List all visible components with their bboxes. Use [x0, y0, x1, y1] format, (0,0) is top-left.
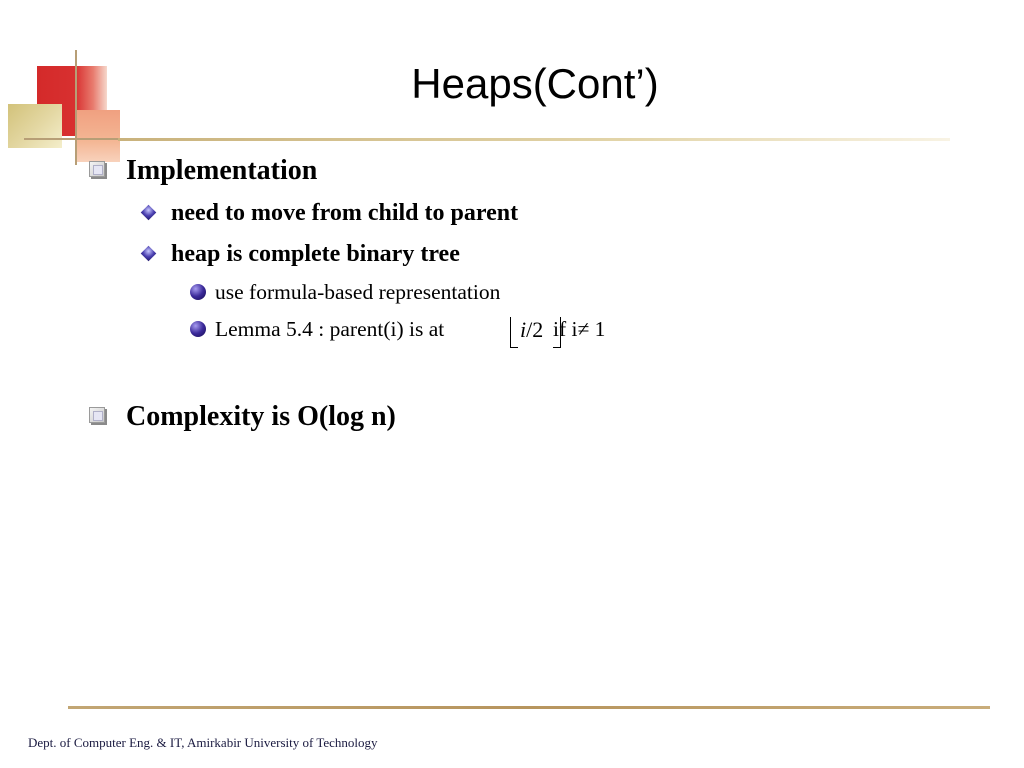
circle-bullet-icon	[190, 321, 206, 337]
title-divider	[118, 138, 950, 141]
footer-divider	[68, 706, 990, 709]
decorative-squares-logo	[0, 0, 160, 170]
bullet-complexity: Complexity is O(log n)	[126, 401, 396, 432]
diamond-bullet-icon	[141, 205, 157, 221]
slide-title: Heaps(Cont’)	[411, 60, 659, 107]
bullet-complete-binary-tree: heap is complete binary tree	[171, 241, 460, 267]
tan-square-decoration	[8, 104, 62, 148]
lemma-condition: if i≠ 1	[553, 317, 606, 341]
formula-divisor: /2	[526, 317, 544, 342]
diamond-bullet-icon	[141, 246, 157, 262]
floor-left-bracket	[510, 317, 518, 348]
bullet-move-child-parent: need to move from child to parent	[171, 200, 519, 226]
bullet-formula-representation: use formula-based representation	[215, 280, 501, 304]
bullet-lemma-parent: Lemma 5.4 : parent(i) is at	[215, 317, 445, 341]
salmon-square-decoration	[76, 110, 120, 162]
floor-formula	[520, 317, 543, 343]
horizontal-rule-decoration	[24, 138, 124, 140]
square-bullet-icon	[89, 407, 105, 423]
footer-text: Dept. of Computer Eng. & IT, Amirkabir University of Technology	[28, 735, 378, 750]
bullet-implementation: Implementation	[126, 155, 318, 186]
circle-bullet-icon	[190, 284, 206, 300]
formula-variable: i	[520, 317, 527, 342]
vertical-rule-decoration	[75, 50, 77, 165]
square-bullet-icon	[89, 161, 105, 177]
